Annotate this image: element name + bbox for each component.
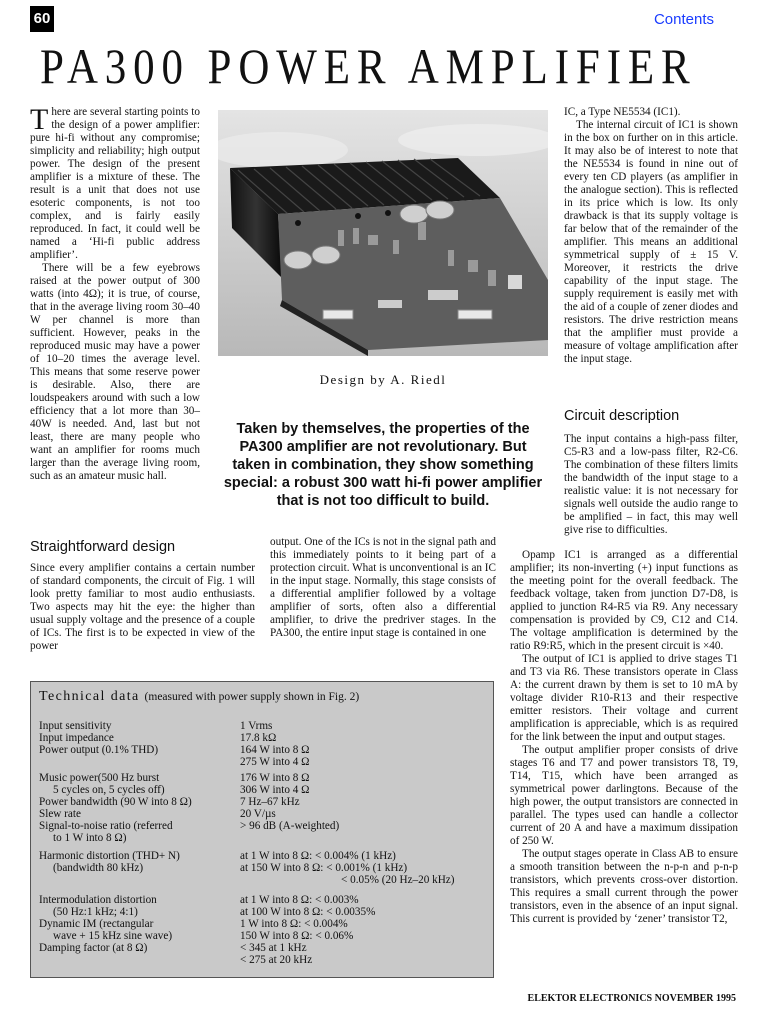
technical-data-subtitle: (measured with power supply shown in Fig. 2): [144, 691, 360, 703]
right-paragraph-2: The internal circuit of IC1 is shown in the box on further on in this article. It may also be of interest to note that the NE5534 is found in nine out of every ten CD players (as amplifier in the analogue section). This is reflected in its price which is low. Its only drawback is that its supply voltage is far below that of the remainder of the amplifier. This means an additional symmetrical supply of ± 15 V. Moreover, it restricts the drive capability of the input stage. The supply requirement is easily met with the aid of a couple of zener diodes and resistors. The drive restriction means that the amplifier must provide a measure of voltage amplification after the input stage.: [564, 119, 738, 365]
technical-data-box: [30, 681, 494, 978]
page-footer: ELEKTOR ELECTRONICS NOVEMBER 1995: [527, 993, 736, 1004]
straightforward-column-2: [270, 536, 496, 640]
tech-row-value: 1 Vrms: [240, 720, 273, 732]
tech-row-value: 306 W into 4 Ω: [240, 784, 310, 796]
tech-row-value: 17.8 kΩ: [240, 732, 277, 744]
tech-row-value: 150 W into 8 Ω: < 0.06%: [240, 930, 354, 942]
tech-row-label: wave + 15 kHz sine wave): [53, 930, 173, 942]
article-title: PA300 POWER AMPLIFIER: [40, 38, 697, 94]
tech-row-label: Input impedance: [39, 732, 114, 744]
tech-row-value: < 0.05% (20 Hz–20 kHz): [341, 874, 455, 886]
tech-row-label: Power output (0.1% THD): [39, 744, 159, 756]
tech-row-label: Signal-to-noise ratio (referred: [39, 820, 173, 832]
intro-paragraph-1: here are several starting points to the design of a power amplifier: pure hi-fi without any compromise; simplicity and reliability; high output power. The design of the present amplifier is a mixture of these. The result is a unit that does not use esoteric components, is not too complex, and is fairly easily reproduced. In fact, it could well be named a ‘Hi-fi public address amplifier’.: [30, 106, 200, 261]
tech-row-value: 164 W into 8 Ω: [240, 744, 310, 756]
tech-row-value: 1 W into 8 Ω: < 0.004%: [240, 918, 348, 930]
tech-row-label: (50 Hz:1 kHz; 4:1): [53, 906, 138, 918]
page-number: 60: [30, 6, 54, 32]
tech-row-value: at 1 W into 8 Ω: < 0.003%: [240, 894, 359, 906]
tech-row-label: Input sensitivity: [39, 720, 112, 732]
heading-circuit-description: Circuit description: [564, 408, 680, 424]
tech-row-label: Harmonic distortion (THD+ N): [39, 850, 180, 862]
tech-row-value: 275 W into 4 Ω: [240, 756, 310, 768]
tech-row-value: 20 V/µs: [240, 808, 276, 820]
tech-row-value: > 96 dB (A-weighted): [240, 820, 340, 832]
tech-row-label: Music power(500 Hz burst: [39, 772, 160, 784]
straightforward-paragraph-1: Since every amplifier contains a certain number of standard components, the circuit of Fig. 1 will look pretty familiar to most audio enthusiasts. Two aspects may hit the eye: the higher than usual supply voltage and the presence of a couple of ICs. The first is to be expected in view of the power: [30, 562, 255, 652]
right-paragraph-1: IC, a Type NE5534 (IC1).: [564, 106, 681, 118]
straightforward-column-1: [30, 562, 255, 653]
tech-row-value: 7 Hz–67 kHz: [240, 796, 300, 808]
tech-row-label: to 1 W into 8 Ω): [53, 832, 127, 844]
tech-row-label: Damping factor (at 8 Ω): [39, 942, 148, 954]
intro-column: [30, 103, 200, 483]
tech-row-value: < 275 at 20 kHz: [240, 954, 313, 966]
tech-row-label: Dynamic IM (rectangular: [39, 918, 154, 930]
tech-row-label: Power bandwidth (90 W into 8 Ω): [39, 796, 192, 808]
heading-straightforward-design: Straightforward design: [30, 539, 176, 555]
photo-caption: Design by A. Riedl: [319, 372, 447, 387]
circuit-paragraph-4: The output amplifier proper consists of drive stages T6 and T7 and power transistors T8, T9, T14, T15, which have been arranged as symmetrical power darlingtons. Because of the high power, the output transistors are connected in parallel. The types used can handle a collector current of 20 A and have a maximum dissipation of 250 W.: [510, 744, 738, 847]
tech-row-value: < 345 at 1 kHz: [240, 942, 307, 954]
tech-row-label: Intermodulation distortion: [39, 894, 157, 906]
tech-row-value: at 100 W into 8 Ω: < 0.0035%: [240, 906, 376, 918]
circuit-paragraph-1: The input contains a high-pass filter, C5-R3 and a low-pass filter, R2-C6. The combination of these filters limits the bandwidth of the input stage to a realistic value: it is not necessary for signals well outside the audio range to be amplified – in fact, this may well give rise to difficulties.: [564, 433, 738, 536]
tech-row-label: 5 cycles on, 5 cycles off): [53, 784, 165, 796]
circuit-paragraph-3: The output of IC1 is applied to drive stages T1 and T3 via R6. These transistors operate in Class A: the current drawn by them is set to 10 mA by voltage divider R10-R13 and their respective emitter resistors. Their voltage and current amplification is appreciable, which is as required for the link between the input and output stages.: [510, 653, 738, 743]
right-column-top: [564, 106, 738, 366]
amplifier-photo: [218, 110, 548, 356]
tech-row-label: Slew rate: [39, 808, 81, 820]
contents-link[interactable]: Contents: [653, 11, 714, 28]
amplifier-illustration: [218, 110, 548, 356]
technical-data-heading: Technical data: [39, 689, 140, 704]
pull-quote: Taken by themselves, the properties of the PA300 amplifier are not revolutionary. But taken in combination, they show something special: a robust 300 watt hi-fi power amplifier that is not too difficult to build.: [223, 421, 543, 509]
intro-paragraph-2: There will be a few eyebrows raised at the power output of 300 watts (into 4Ω); it is true, of course, that in the average living room 30–40 W per channel is more than sufficient. However, peaks in the reproduced music may have a power of 10–20 times the average level. This means that some reserve power is desirable. Also, there are loudspeakers around with such a low efficiency that a lot more than 30–40W is needed. And, last but not least, there are many people who want an amplifier for rooms much larger than the average living room, such as an amateur music hall.: [30, 262, 200, 482]
circuit-paragraph-5: The output stages operate in Class AB to ensure a smooth transition between the n-p-n and p-n-p transistors, which prevents cross-over distortion. This requires a small current through the power transistors, even in the absence of an input signal. This current is provided by ‘zener’ transistor T2,: [510, 848, 738, 925]
tech-row-value: 176 W into 8 Ω: [240, 772, 310, 784]
tech-row-label: (bandwidth 80 kHz): [53, 862, 144, 874]
tech-row-value: at 1 W into 8 Ω: < 0.004% (1 kHz): [240, 850, 396, 862]
straightforward-paragraph-2: output. One of the ICs is not in the signal path and this immediately points to it being part of a protection circuit. What is unconventional is an IC in the input stage. Normally, this stage consists of a differential amplifier followed by a voltage amplifier of sorts, often also a differential amplifier, to drive the predriver stages. In the PA300, the entire input stage is contained in one: [270, 536, 496, 639]
circuit-description-column: [510, 549, 738, 926]
circuit-description-top: [564, 433, 738, 537]
technical-data-title: [39, 689, 359, 705]
drop-cap: T: [30, 103, 49, 136]
tech-row-value: at 150 W into 8 Ω: < 0.001% (1 kHz): [240, 862, 408, 874]
circuit-paragraph-2: Opamp IC1 is arranged as a differential amplifier; its non-inverting (+) input functions as the meeting point for the overall feedback. The feedback voltage, taken from junction D7-D8, is applied to junction R4-R5 via R9. Any necessary compensation is provided by C9, C12 and C14. The voltage amplification is determined by the ratio R9:R5, which in the present circuit is ×40.: [510, 549, 738, 652]
